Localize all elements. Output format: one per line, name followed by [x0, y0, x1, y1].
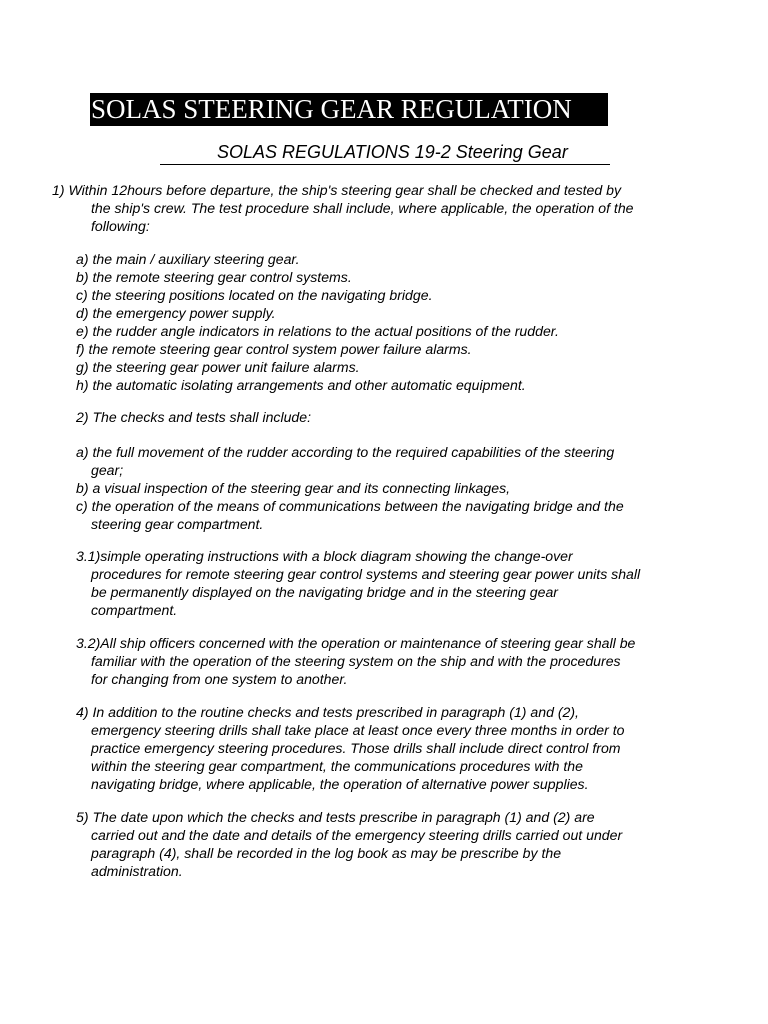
checklist-2-item: a) the full movement of the rudder according to the required capabilities of the steering [76, 444, 615, 460]
checklist-1 [76, 250, 559, 394]
checklist-1-item: f) the remote steering gear control system power failure alarms. [76, 341, 472, 357]
paragraph-5-line: paragraph (4), shall be recorded in the log book as may be prescribe by the [91, 845, 562, 861]
paragraph-4-line: navigating bridge, where applicable, the operation of alternative power supplies. [91, 776, 589, 792]
paragraph-3-2-line: familiar with the operation of the steering system on the ship and with the procedures [91, 653, 621, 669]
checklist-1-item: c) the steering positions located on the navigating bridge. [76, 287, 433, 303]
checklist-1-item: b) the remote steering gear control systems. [76, 269, 352, 285]
paragraph-4 [76, 703, 624, 793]
paragraph-1-line: following: [91, 218, 150, 234]
paragraph-3-1-line: 3.1)simple operating instructions with a block diagram showing the change-over [76, 548, 573, 564]
checklist-1-item: d) the emergency power supply. [76, 305, 276, 321]
paragraph-3-2 [76, 634, 635, 688]
paragraph-5-line: carried out and the date and details of the emergency steering drills carried out under [91, 827, 623, 843]
checklist-1-item: h) the automatic isolating arrangements and other automatic equipment. [76, 377, 526, 393]
paragraph-5-line: 5) The date upon which the checks and tests prescribe in paragraph (1) and (2) are [76, 809, 595, 825]
subtitle-text: SOLAS REGULATIONS 19-2 Steering Gear [217, 142, 568, 162]
checklist-2-item: gear; [91, 462, 124, 478]
paragraph-3-1-line: be permanently displayed on the navigating bridge and in the steering gear [91, 584, 558, 600]
checklist-2-item: b) a visual inspection of the steering gear and its connecting linkages, [76, 480, 511, 496]
paragraph-2 [76, 408, 311, 426]
checklist-1-item: a) the main / auxiliary steering gear. [76, 251, 300, 267]
paragraph-3-1 [76, 547, 640, 619]
paragraph-3-1-line: procedures for remote steering gear control systems and steering gear power units shall [91, 566, 641, 582]
checklist-1-item: g) the steering gear power unit failure alarms. [76, 359, 360, 375]
paragraph-2-line: 2) The checks and tests shall include: [76, 409, 312, 425]
paragraph-4-line: within the steering gear compartment, the communications procedures with the [91, 758, 583, 774]
paragraph-1 [52, 181, 634, 235]
checklist-2-item: steering gear compartment. [91, 516, 264, 532]
checklist-1-item: e) the rudder angle indicators in relations to the actual positions of the rudder. [76, 323, 559, 339]
document-title: SOLAS STEERING GEAR REGULATION [90, 93, 608, 126]
paragraph-3-2-line: for changing from one system to another. [91, 671, 348, 687]
paragraph-4-line: 4) In addition to the routine checks and tests prescribed in paragraph (1) and (2), [76, 704, 579, 720]
paragraph-3-2-line: 3.2)All ship officers concerned with the operation or maintenance of steering gear shall be [76, 635, 636, 651]
paragraph-1-line: 1) Within 12hours before departure, the ship's steering gear shall be checked and tested by [52, 182, 622, 198]
document-subtitle [160, 140, 610, 165]
paragraph-3-1-line: compartment. [91, 602, 178, 618]
checklist-2 [76, 443, 624, 533]
checklist-2-item: c) the operation of the means of communications between the navigating bridge and the [76, 498, 624, 514]
paragraph-4-line: emergency steering drills shall take place at least once every three months in order to [91, 722, 625, 738]
paragraph-1-line: the ship's crew. The test procedure shall include, where applicable, the operation of the [91, 200, 634, 216]
paragraph-5 [76, 808, 622, 880]
paragraph-4-line: practice emergency steering procedures. Those drills shall include direct control from [91, 740, 621, 756]
paragraph-5-line: administration. [91, 863, 183, 879]
